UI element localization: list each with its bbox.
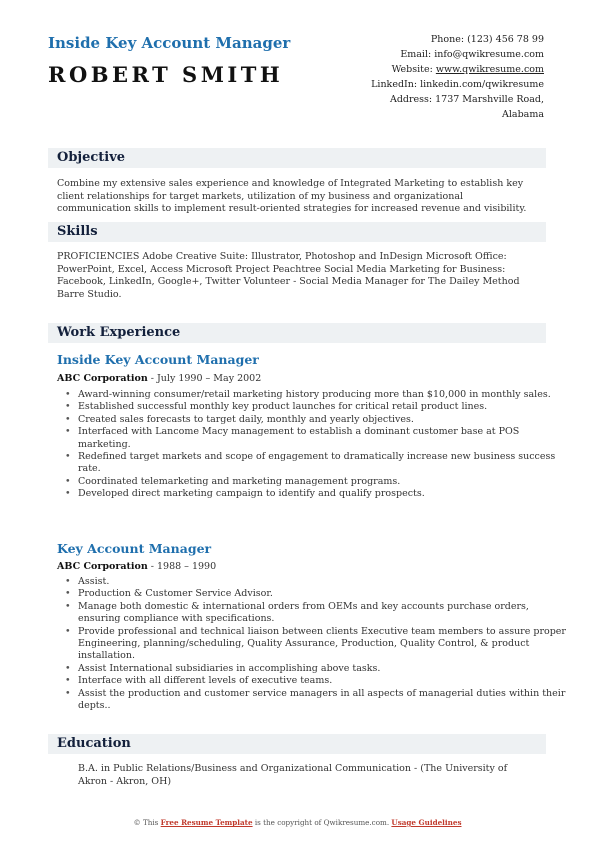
- objective-section-header: [48, 148, 546, 168]
- skills-section-header: [48, 222, 546, 242]
- free-resume-template-link[interactable]: Free Resume Template: [160, 818, 253, 827]
- objective-text: Combine my extensive sales experience and knowledge of Integrated Marketing to establish key client relationships for target markets, utilization of my business and organizational communication skills to implement result-oriented strategies for increased revenue and visibility.: [57, 178, 527, 214]
- job-1-company: ABC Corporation: [57, 373, 148, 384]
- list-item: • Established successful monthly key product launches for critical retail product lines.: [65, 401, 488, 413]
- list-item: • Provide professional and technical liaison between clients Executive team members to assure proper Engineering, planning/scheduling, Quality Assurance, Production, Quality Control, & product installation.: [65, 625, 566, 662]
- job-1-dates: - July 1990 – May 2002: [147, 373, 262, 384]
- contact-website: [314, 62, 544, 77]
- contact-website-label: Website:: [391, 64, 436, 75]
- bullet-icon: •: [65, 451, 71, 463]
- bullet-icon: •: [65, 475, 71, 487]
- job-2-company-line: [57, 561, 216, 572]
- job-title: Inside Key Account Manager: [48, 34, 291, 52]
- list-item: • Developed direct marketing campaign to identify and qualify prospects.: [65, 488, 425, 500]
- bullet-icon: •: [65, 413, 71, 425]
- bullet-icon: •: [65, 600, 71, 612]
- bullet-icon: •: [65, 662, 71, 674]
- contact-block: [314, 32, 544, 122]
- skills-text: PROFICIENCIES Adobe Creative Suite: Illustrator, Photoshop and InDesign Microsoft Office: PowerPoint, Excel, Access Microsoft Project Peachtree Social Media Marketing for Business: Facebook, LinkedIn, Google+, Twitter Volunteer - Social Media Manager for The Dailey Method Barre Studio.: [57, 251, 520, 300]
- job-2-dates: - 1988 – 1990: [147, 561, 217, 572]
- website-link[interactable]: www.qwikresume.com: [435, 64, 544, 75]
- footer-prefix: © This: [133, 818, 161, 827]
- list-item: • Award-winning consumer/retail marketing history producing more than $10,000 in monthly sales.: [65, 389, 551, 400]
- list-item: • Assist the production and customer service managers in all aspects of managerial duties within their depts..: [65, 687, 566, 712]
- education-text: B.A. in Public Relations/Business and Organizational Communication - (The University of Akron - Akron, OH): [78, 763, 508, 787]
- contact-linkedin: LinkedIn: linkedin.com/qwikresume: [371, 79, 544, 90]
- education-section-header: [48, 734, 546, 754]
- list-item: • Manage both domestic & international orders from OEMs and key accounts purchase orders, ensuring compliance with specifications.: [65, 600, 529, 625]
- contact-address: Address: 1737 Marshville Road,: [389, 94, 544, 105]
- list-item: • Interface with all different levels of executive teams.: [65, 675, 333, 687]
- candidate-name: ROBERT SMITH: [48, 62, 284, 87]
- footer-middle: is the copyright of Qwikresume.com.: [252, 818, 392, 827]
- job-1-title: Inside Key Account Manager: [57, 352, 259, 367]
- objective-heading: Objective: [57, 150, 126, 165]
- education-heading: Education: [57, 736, 131, 751]
- work-heading: Work Experience: [57, 325, 181, 340]
- job-1-company-line: [57, 373, 261, 384]
- bullet-icon: •: [65, 401, 71, 413]
- job-2-company: ABC Corporation: [57, 561, 148, 572]
- contact-phone: Phone: (123) 456 78 99: [430, 34, 544, 45]
- bullet-icon: •: [65, 625, 71, 637]
- list-item: • Production & Customer Service Advisor.: [65, 588, 273, 600]
- bullet-icon: •: [65, 687, 71, 699]
- skills-heading: Skills: [57, 224, 98, 239]
- work-section-header: [48, 323, 546, 343]
- list-item: • Redefined target markets and scope of engagement to dramatically increase new business success rate.: [65, 451, 556, 475]
- list-item: • Coordinated telemarketing and marketing management programs.: [65, 475, 401, 487]
- bullet-icon: •: [65, 675, 71, 687]
- bullet-icon: •: [65, 576, 71, 587]
- job-1-bullets: [57, 389, 568, 501]
- contact-email: Email: info@qwikresume.com: [400, 49, 544, 60]
- list-item: • Assist.: [65, 576, 110, 587]
- job-2-bullets: [57, 576, 568, 712]
- list-item: • Created sales forecasts to target daily, monthly and yearly objectives.: [65, 413, 414, 425]
- footer: [0, 818, 595, 827]
- bullet-icon: •: [65, 426, 71, 438]
- bullet-icon: •: [65, 389, 71, 400]
- contact-address-state: Alabama: [502, 109, 544, 120]
- usage-guidelines-link[interactable]: Usage Guidelines: [391, 818, 462, 827]
- list-item: • Assist International subsidiaries in accomplishing above tasks.: [65, 662, 381, 674]
- bullet-icon: •: [65, 588, 71, 600]
- job-2-title: Key Account Manager: [57, 541, 212, 556]
- bullet-icon: •: [65, 488, 71, 500]
- list-item: • Interfaced with Lancome Macy management to establish a dominant customer base at POS marketing.: [65, 426, 520, 450]
